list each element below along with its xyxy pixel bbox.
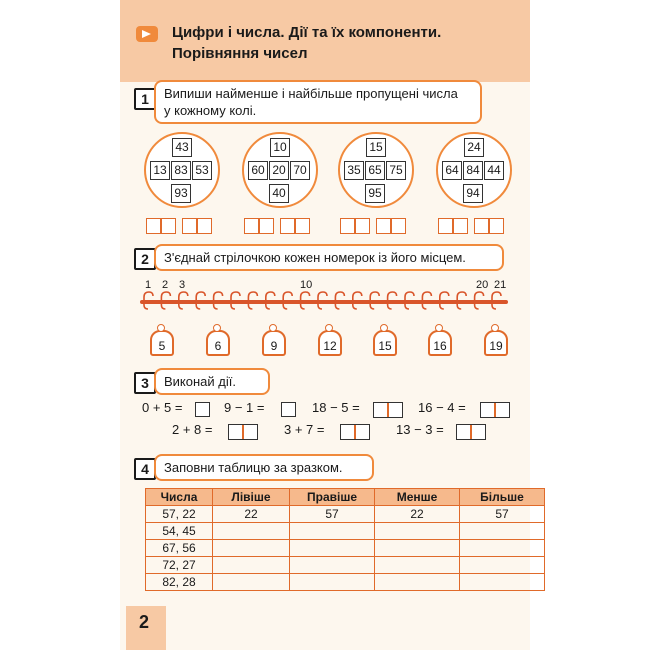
circle-number-top: 10 — [270, 138, 290, 157]
task-1-line-2: у кожному колі. — [164, 103, 257, 118]
ruler-label-1: 1 — [145, 279, 152, 291]
circle-number-top: 15 — [366, 138, 386, 157]
table-cell: 82, 28 — [146, 574, 213, 591]
table-cell[interactable] — [290, 540, 375, 557]
circle-number-center: 65 — [365, 161, 385, 180]
header-right: Правіше — [290, 489, 375, 506]
title-line-2: Порівняння чисел — [172, 45, 308, 62]
table-cell: 72, 27 — [146, 557, 213, 574]
equation-2: 9 − 1 = — [224, 400, 265, 415]
comparison-table — [145, 488, 545, 591]
table-cell[interactable] — [213, 557, 290, 574]
page-number: 2 — [139, 612, 150, 632]
table-cell[interactable] — [290, 574, 375, 591]
table-cell[interactable] — [375, 574, 460, 591]
answer-box-2[interactable] — [281, 402, 296, 417]
table-cell[interactable] — [213, 523, 290, 540]
task-number-4: 4 — [134, 458, 156, 480]
answer-box-4[interactable] — [480, 402, 510, 418]
table-cell[interactable] — [375, 523, 460, 540]
header-numbers: Числа — [146, 489, 213, 506]
table-row — [146, 540, 545, 557]
ruler-label-10: 10 — [300, 279, 313, 291]
equation-5: 2 + 8 = — [172, 422, 213, 437]
task-2-text: З'єднай стрілочкою кожен номерок із його місцем. — [154, 244, 504, 271]
circle-number-bottom: 95 — [365, 184, 385, 203]
circle-number-center: 20 — [269, 161, 289, 180]
task-1-line-1: Випиши найменше і найбільше пропущені числа — [164, 86, 458, 101]
tag-hole-icon — [325, 324, 333, 332]
circle-number-right: 70 — [290, 161, 310, 180]
table-cell: 54, 45 — [146, 523, 213, 540]
table-cell: 22 — [213, 506, 290, 523]
tag-hole-icon — [213, 324, 221, 332]
circle-number-bottom: 94 — [463, 184, 483, 203]
equation-6: 3 + 7 = — [284, 422, 325, 437]
answer-box-7[interactable] — [456, 424, 486, 440]
equation-3: 18 − 5 = — [312, 400, 360, 415]
table-cell: 67, 56 — [146, 540, 213, 557]
title-line-1: Цифри і числа. Дії та їх компоненти. — [172, 24, 442, 41]
header-left: Лівіше — [213, 489, 290, 506]
table-cell[interactable] — [460, 540, 545, 557]
tag-hole-icon — [491, 324, 499, 332]
task-4-text: Заповни таблицю за зразком. — [154, 454, 374, 481]
answer-box-5[interactable] — [228, 424, 258, 440]
equation-7: 13 − 3 = — [396, 422, 444, 437]
tag-number: 5 — [158, 339, 166, 353]
table-header-row — [146, 489, 545, 506]
table-cell: 57 — [290, 506, 375, 523]
ruler-label-3: 3 — [179, 279, 186, 291]
task-number-1: 1 — [134, 88, 156, 110]
circle-number-left: 64 — [442, 161, 462, 180]
table-cell[interactable] — [460, 574, 545, 591]
table-cell: 57 — [460, 506, 545, 523]
answer-box-3[interactable] — [373, 402, 403, 418]
table-cell: 57, 22 — [146, 506, 213, 523]
circle-number-right: 44 — [484, 161, 504, 180]
circle-number-right: 53 — [192, 161, 212, 180]
table-cell[interactable] — [460, 523, 545, 540]
circle-number-top: 24 — [464, 138, 484, 157]
tag-hole-icon — [269, 324, 277, 332]
tag-hole-icon — [435, 324, 443, 332]
ruler-label-20: 20 — [476, 279, 489, 291]
table-row — [146, 506, 545, 523]
tag-number: 6 — [214, 339, 222, 353]
circle-number-right: 75 — [386, 161, 406, 180]
circle-number-top: 43 — [172, 138, 192, 157]
circle-number-left: 13 — [150, 161, 170, 180]
circle-number-bottom: 40 — [269, 184, 289, 203]
answer-box-1[interactable] — [195, 402, 210, 417]
circle-number-center: 83 — [171, 161, 191, 180]
tag-number: 16 — [433, 339, 447, 353]
tag-number: 15 — [378, 339, 392, 353]
header-less: Менше — [375, 489, 460, 506]
answer-box-6[interactable] — [340, 424, 370, 440]
tag-hole-icon — [157, 324, 165, 332]
header-more: Більше — [460, 489, 545, 506]
tag-number: 19 — [489, 339, 503, 353]
circle-number-left: 60 — [248, 161, 268, 180]
table-row — [146, 523, 545, 540]
table-cell[interactable] — [460, 557, 545, 574]
task-3-text: Виконай дії. — [154, 368, 270, 395]
table-cell[interactable] — [213, 574, 290, 591]
table-cell: 22 — [375, 506, 460, 523]
table-cell[interactable] — [375, 540, 460, 557]
tag-hole-icon — [380, 324, 388, 332]
table-cell[interactable] — [290, 557, 375, 574]
table-cell[interactable] — [213, 540, 290, 557]
task-number-3: 3 — [134, 372, 156, 394]
table-cell[interactable] — [290, 523, 375, 540]
ruler-label-21: 21 — [494, 279, 507, 291]
ruler-label-2: 2 — [162, 279, 169, 291]
task-number-2: 2 — [134, 248, 156, 270]
circle-number-bottom: 93 — [171, 184, 191, 203]
table-cell[interactable] — [375, 557, 460, 574]
tag-number: 9 — [270, 339, 278, 353]
equation-4: 16 − 4 = — [418, 400, 466, 415]
equation-1: 0 + 5 = — [142, 400, 183, 415]
table-row — [146, 574, 545, 591]
tag-number: 12 — [323, 339, 337, 353]
table-row — [146, 557, 545, 574]
circle-number-left: 35 — [344, 161, 364, 180]
circle-number-center: 84 — [463, 161, 483, 180]
